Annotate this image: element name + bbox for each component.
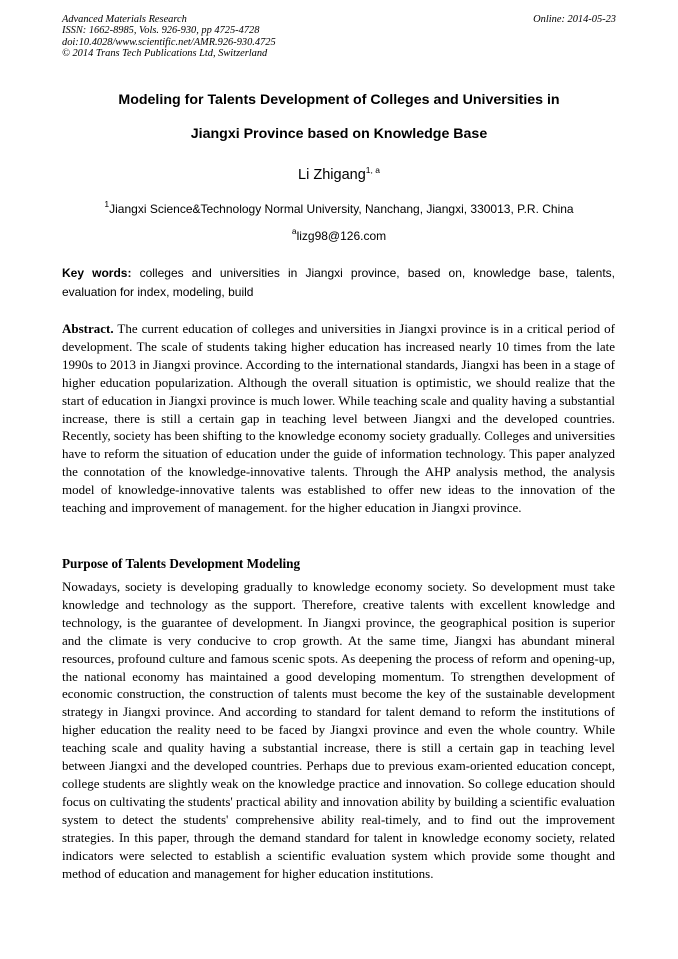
email-line [0,226,678,243]
journal-copyright: © 2014 Trans Tech Publications Ltd, Switzerland [62,48,268,60]
affiliation-line [0,199,678,216]
keywords-label: Key words: [62,266,132,280]
journal-issn: ISSN: 1662-8985, Vols. 926-930, pp 4725-4728 [62,25,260,37]
paper-title-line-1: Modeling for Talents Development of Colleges and Universities in [118,92,560,108]
journal-header [62,14,616,60]
journal-doi: doi:10.4028/www.scientific.net/AMR.926-930.4725 [62,36,276,48]
abstract-text: The current education of colleges and universities in Jiangxi province is in a critical period of development. The scale of students taking higher education has increased nearly 10 times from the late 1990s to 2013 in Jiangxi province. According to the international standards, Jiangxi has been in a stage of higher education popularization. Although the overall situation is optimistic, we should realize that the start of education in Jiangxi province is much lower. While teaching scale and quality having a substantial increase, there is still a certain gap in teaching level between Jiangxi and the developed countries. Recently, society has been shifting to the knowledge economy society gradually. Colleges and universities have to reform the situation of education under the guide of information technology. This paper analyzed the connotation of the knowledge-innovative talents. Through the AHP analysis method, the analysis model of knowledge-innovative talents was established to offer new ideas to the innovation of the teaching and improvement of management. for the higher education in Jiangxi province. [62,321,616,516]
author-line [0,167,678,183]
email-superscript: a [291,226,297,236]
section-paragraph: Nowadays, society is developing gradually to knowledge economy society. So development must take knowledge and technology as the support. Therefore, creative talents with excellent knowledge and technology, is the guarantee of development. In Jiangxi province, the geographical position is superior and the climate is very conducive to crop growth. At the same time, Jiangxi has abundant mineral resources, profound culture and famous scenic spots. As deepening the process of reform and opening-up, the national economy has maintained a good developing momentum. To strengthen development of economic construction, the construction of talents must become the key of the sustainable development strategy in Jiangxi province. And according to standard for talent demand to reform the institutions of higher education the reality need to be faced by Jiangxi province and even the whole country. While teaching scale and quality having a substantial increase, there is still a certain gap in teaching level between Jiangxi and the developed countries. Perhaps due to previous exam-oriented education concept, college students are slightly weak on the knowledge practice and innovation. So college education should focus on cultivating the students' practical ability and innovation ability by building a scientific evaluation system to detect the students' comprehensive ability real-timely, and to find out the improvement strategies. In this paper, through the demand standard for talent in knowledge economy society, related indicators were selected to establish a scientific evaluation system which provide some thought and method of education and management for higher education institutions. [62,579,615,881]
affiliation-superscript: 1 [104,199,110,209]
author-name: Li Zhigang [298,167,366,183]
abstract-label: Abstract. [62,321,114,336]
section-heading: Purpose of Talents Development Modeling [62,556,301,571]
author-email[interactable]: lizg98@126.com [296,229,387,243]
journal-name: Advanced Materials Research [62,14,187,25]
keywords-text: colleges and universities in Jiangxi province, based on, knowledge base, talents, evaluation for index, modeling, build [62,266,615,299]
keywords-block [62,264,615,301]
author-superscript: 1, a [365,165,380,175]
affiliation: Jiangxi Science&Technology Normal University, Nanchang, Jiangxi, 330013, P.R. China [109,202,574,216]
online-date: Online: 2014-05-23 [533,14,616,25]
abstract-block [62,320,615,517]
paper-title-line-2: Jiangxi Province based on Knowledge Base [190,126,488,142]
